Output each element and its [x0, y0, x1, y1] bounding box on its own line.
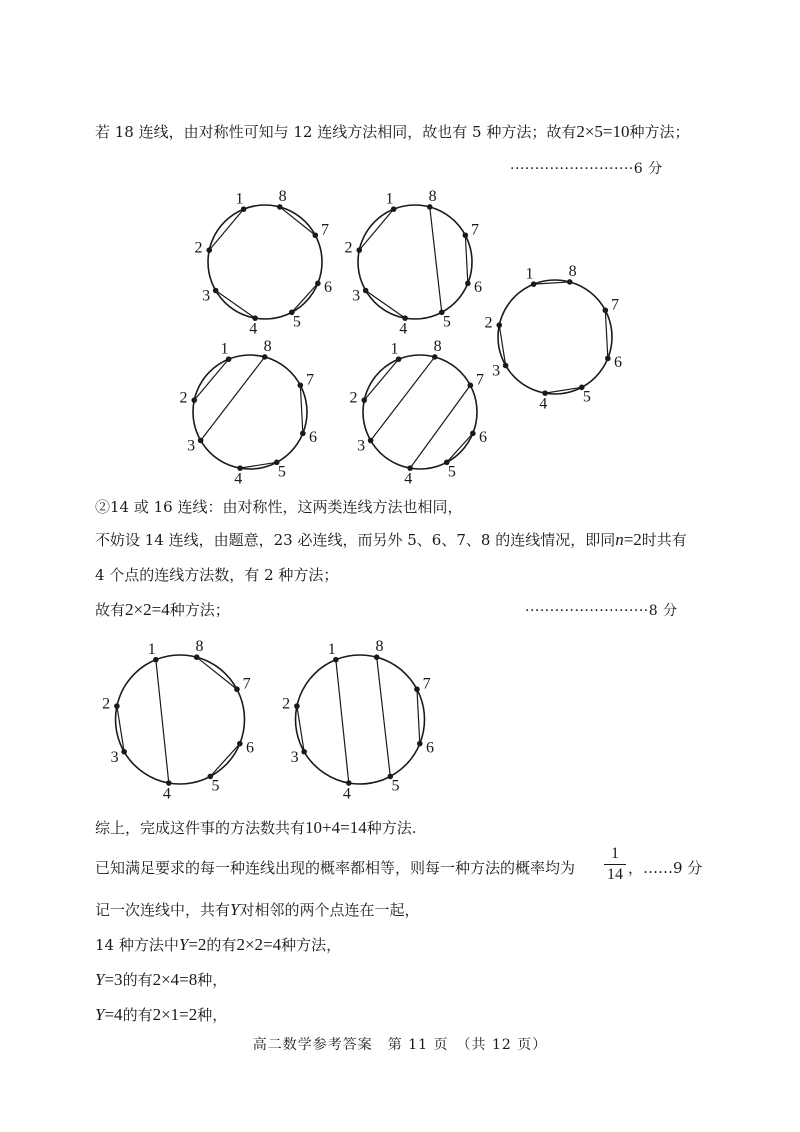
point-8 — [432, 354, 438, 360]
point-label-2: 2 — [179, 389, 188, 407]
point-2 — [206, 247, 212, 253]
point-label-3: 3 — [110, 748, 119, 766]
text-line-1: 若 18 连线，由对称性可知与 12 连线方法相同，故也有 5 种方法；故有2×5=10种方法； — [95, 122, 690, 141]
point-2 — [191, 397, 197, 403]
score-8: ·························8 分 — [525, 603, 678, 619]
point-3 — [121, 749, 127, 755]
chord-4-7 — [410, 385, 470, 468]
point-label-8: 8 — [263, 337, 272, 355]
point-7 — [463, 232, 469, 238]
point-label-8: 8 — [375, 638, 384, 656]
chord-1-2 — [194, 359, 228, 400]
chord-3-8 — [371, 357, 435, 441]
point-label-7: 7 — [306, 371, 315, 389]
point-label-2: 2 — [282, 695, 291, 713]
point-label-1: 1 — [235, 190, 244, 208]
chord-5-6 — [210, 744, 240, 777]
chord-8-5 — [377, 657, 391, 776]
point-3 — [368, 438, 374, 444]
point-label-1: 1 — [220, 340, 229, 358]
point-label-4: 4 — [162, 785, 171, 803]
text-line-9: 14 种方法中Y=2的有2×2=4种方法， — [95, 935, 342, 954]
point-label-2: 2 — [344, 239, 353, 257]
text-line-2: ②14 或 16 连线：由对称性，这两类连线方法也相同， — [95, 498, 463, 516]
point-label-5: 5 — [442, 313, 451, 331]
point-6 — [237, 741, 243, 747]
circle-figure-6 — [95, 635, 265, 803]
point-label-6: 6 — [426, 739, 435, 757]
point-label-6: 6 — [246, 739, 255, 757]
point-label-4: 4 — [404, 470, 413, 488]
chord-5-6 — [447, 433, 473, 462]
point-label-8: 8 — [195, 638, 204, 656]
circle-figure-5 — [345, 335, 495, 488]
text-line-4: 4 个点的连线方法数，有 2 种方法； — [95, 566, 339, 584]
point-label-7: 7 — [471, 221, 480, 239]
point-label-7: 7 — [611, 296, 620, 314]
point-8 — [567, 279, 573, 285]
point-8 — [194, 654, 200, 660]
point-7 — [298, 382, 304, 388]
point-6 — [417, 741, 423, 747]
point-label-1: 1 — [390, 340, 399, 358]
point-3 — [198, 438, 204, 444]
text-line-7: 已知满足要求的每一种连线出现的概率都相等，则每一种方法的概率均为 — [95, 859, 576, 877]
point-label-4: 4 — [234, 470, 243, 488]
point-6 — [605, 356, 611, 362]
point-6 — [315, 281, 321, 287]
chord-7-8 — [197, 657, 237, 689]
point-label-3: 3 — [187, 437, 196, 455]
point-label-5: 5 — [277, 463, 286, 481]
point-label-6: 6 — [324, 278, 333, 296]
point-6 — [470, 431, 476, 437]
point-label-6: 6 — [479, 428, 488, 446]
point-label-6: 6 — [474, 278, 483, 296]
point-label-5: 5 — [292, 313, 301, 331]
point-6 — [300, 431, 306, 437]
chord-5-6 — [292, 283, 318, 312]
point-7 — [234, 686, 240, 692]
score-6: ·························6 分 — [510, 161, 663, 177]
point-label-4: 4 — [539, 395, 548, 413]
point-label-7: 7 — [242, 675, 251, 693]
point-8 — [374, 654, 380, 660]
circle-figure-2 — [340, 185, 493, 338]
point-3 — [301, 749, 307, 755]
text-line-3: 不妨设 14 连线，由题意，23 必连线，而另外 5、6、7、8 的连线情况，即同n=2时共有 — [95, 530, 687, 549]
point-label-5: 5 — [447, 463, 456, 481]
point-label-4: 4 — [342, 785, 351, 803]
point-label-7: 7 — [422, 675, 431, 693]
point-label-3: 3 — [290, 748, 299, 766]
point-2 — [361, 397, 367, 403]
point-label-4: 4 — [399, 320, 408, 338]
point-2 — [496, 322, 502, 328]
point-label-7: 7 — [476, 371, 485, 389]
point-label-6: 6 — [614, 353, 623, 371]
point-label-1: 1 — [147, 640, 156, 658]
chord-6-7 — [465, 235, 468, 283]
text-line-5: 故有2×2=4种方法； — [95, 600, 230, 619]
point-label-8: 8 — [428, 187, 437, 205]
point-label-1: 1 — [385, 190, 394, 208]
point-label-2: 2 — [349, 389, 358, 407]
circle-ring — [498, 280, 612, 394]
point-label-3: 3 — [352, 287, 361, 305]
chord-6-7 — [417, 689, 420, 743]
point-label-3: 3 — [492, 362, 501, 380]
point-label-8: 8 — [278, 187, 287, 205]
point-label-1: 1 — [327, 640, 336, 658]
point-2 — [356, 247, 362, 253]
circle-figure-3 — [480, 260, 630, 413]
circle-figure-4 — [175, 335, 325, 488]
point-label-5: 5 — [211, 777, 220, 795]
circle-ring — [208, 205, 322, 319]
point-8 — [427, 204, 433, 210]
point-label-2: 2 — [102, 695, 111, 713]
point-label-2: 2 — [194, 239, 203, 257]
chord-1-2 — [359, 209, 393, 250]
point-7 — [313, 232, 319, 238]
point-8 — [262, 354, 268, 360]
point-2 — [114, 703, 120, 709]
text-line-7-tail: ，……9 分 — [628, 859, 703, 877]
chord-6-7 — [300, 385, 303, 433]
point-label-3: 3 — [357, 437, 366, 455]
point-label-1: 1 — [525, 265, 534, 283]
circle-figure-1 — [190, 185, 340, 338]
page-footer: 高二数学参考答案 第 11 页 （共 12 页） — [252, 1037, 548, 1053]
circle-ring — [116, 655, 245, 784]
point-label-5: 5 — [582, 388, 591, 406]
point-3 — [363, 288, 369, 294]
point-7 — [603, 307, 609, 313]
chord-7-8 — [280, 207, 316, 235]
point-8 — [277, 204, 283, 210]
circle-ring — [363, 355, 477, 469]
point-label-7: 7 — [321, 221, 330, 239]
chord-6-7 — [605, 310, 608, 358]
point-label-5: 5 — [391, 777, 400, 795]
chord-1-2 — [364, 359, 398, 400]
point-3 — [213, 288, 219, 294]
circle-ring — [296, 655, 425, 784]
chord-3-4 — [216, 291, 255, 319]
text-line-8: 记一次连线中，共有Y对相邻的两个点连在一起， — [95, 900, 420, 919]
chord-1-4 — [156, 660, 169, 783]
point-7 — [414, 686, 420, 692]
circle-ring — [358, 205, 472, 319]
text-line-10: Y=3的有2×4=8种， — [95, 970, 228, 989]
chord-8-5 — [430, 207, 442, 312]
chord-1-2 — [209, 209, 243, 250]
point-label-3: 3 — [202, 287, 211, 305]
point-label-8: 8 — [568, 262, 577, 280]
point-6 — [465, 281, 471, 287]
point-label-6: 6 — [309, 428, 318, 446]
text-line-6: 综上，完成这件事的方法数共有10+4=14种方法. — [95, 818, 417, 837]
math-2x5: 2×5=10 — [576, 122, 630, 141]
circle-figure-7 — [275, 635, 445, 803]
chord-1-4 — [336, 660, 349, 783]
point-label-8: 8 — [433, 337, 442, 355]
fraction-1-14: 1 14 — [604, 845, 626, 884]
text-line-11: Y=4的有2×1=2种， — [95, 1005, 228, 1024]
chord-3-8 — [201, 357, 265, 441]
chord-3-4 — [366, 291, 405, 319]
point-2 — [294, 703, 300, 709]
circle-ring — [193, 355, 307, 469]
point-7 — [468, 382, 474, 388]
point-3 — [503, 363, 509, 369]
point-label-2: 2 — [484, 314, 493, 332]
point-label-4: 4 — [249, 320, 258, 338]
